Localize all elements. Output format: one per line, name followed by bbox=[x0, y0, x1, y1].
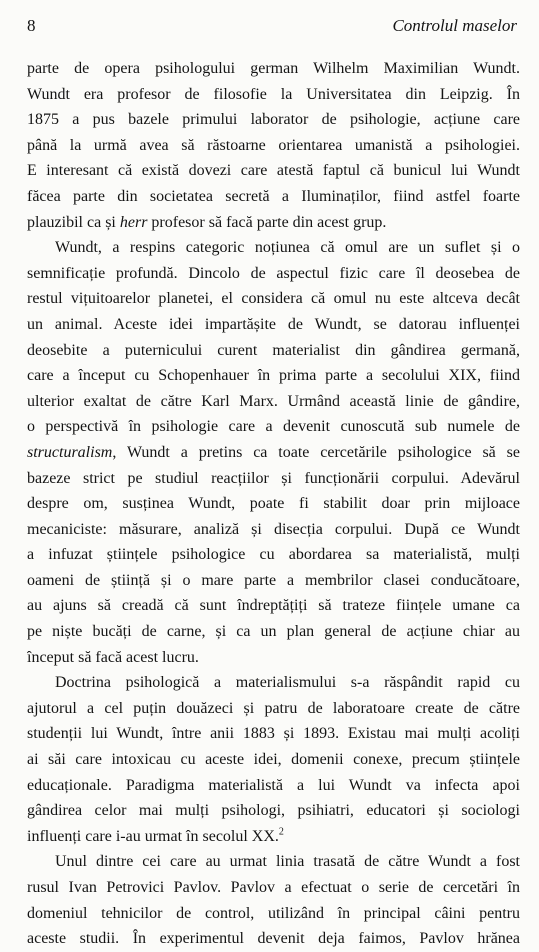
text-fragment: despre om, susținea Wundt, poate fi stabilit doar prin mijloace bbox=[27, 495, 520, 513]
text-line bbox=[27, 875, 520, 901]
text-line bbox=[27, 82, 520, 108]
paragraph bbox=[27, 235, 520, 670]
text-line bbox=[27, 363, 520, 389]
text-fragment: au ajuns să creadă că sunt îndreptățiți să trateze ființele umane ca bbox=[27, 597, 520, 615]
text-fragment: un animal. Aceste idei impartășite de Wundt, se datorau influenței bbox=[27, 315, 520, 333]
text-line bbox=[27, 824, 520, 850]
text-line bbox=[27, 210, 520, 236]
text-fragment: care a început cu Schopenhauer în prima parte a secolului XIX, fiind bbox=[27, 367, 520, 385]
text-line bbox=[27, 56, 520, 82]
italic-term: herr bbox=[119, 213, 148, 231]
text-fragment: studenții lui Wundt, între anii 1883 și 1893. Existau mai mulți acoliți bbox=[27, 725, 520, 743]
text-fragment: Wundt era profesor de filosofie la Universitatea din Leipzig. În bbox=[27, 85, 520, 103]
text-line bbox=[27, 389, 520, 415]
text-fragment: Unul dintre cei care au urmat linia trasată de către Wundt a fost bbox=[55, 853, 520, 871]
text-fragment: profesor să facă parte din acest grup. bbox=[147, 213, 387, 231]
text-line bbox=[27, 286, 520, 312]
text-line bbox=[27, 158, 520, 184]
text-line bbox=[27, 235, 520, 261]
text-line bbox=[27, 696, 520, 722]
text-line bbox=[27, 414, 520, 440]
italic-term: structuralism bbox=[27, 443, 113, 461]
text-fragment: parte de opera psihologului german Wilhelm Maximilian Wundt. bbox=[27, 60, 520, 77]
text-line bbox=[27, 773, 520, 799]
text-line bbox=[27, 747, 520, 773]
text-fragment: restul vițuitoarelor planetei, el considera că omul nu este altceva decât bbox=[27, 290, 520, 308]
text-line bbox=[27, 107, 520, 133]
text-fragment: început să facă acest lucru. bbox=[27, 648, 199, 666]
text-line bbox=[27, 645, 520, 671]
text-line bbox=[27, 926, 520, 952]
text-fragment: deosebite a puternicului curent materialist din gândirea germană, bbox=[27, 341, 520, 359]
text-line bbox=[27, 568, 520, 594]
text-line bbox=[27, 440, 520, 466]
text-line bbox=[27, 619, 520, 645]
text-line bbox=[27, 338, 520, 364]
text-line bbox=[27, 542, 520, 568]
text-fragment: E interesant că există dovezi care atestă faptul că bunicul lui Wundt bbox=[27, 162, 520, 180]
text-fragment: pe niște bucăți de carne, și ca un plan general de acțiune chiar au bbox=[27, 623, 520, 641]
text-line bbox=[27, 491, 520, 517]
text-fragment: rusul Ivan Petrovici Pavlov. Pavlov a efectuat o serie de cercetări în bbox=[27, 879, 520, 896]
paragraph bbox=[27, 670, 520, 849]
text-line bbox=[27, 798, 520, 824]
text-fragment: educaționale. Paradigma materialistă a lui Wundt va infecta apoi bbox=[27, 776, 520, 794]
text-fragment: aceste studii. În experimentul devenit deja faimos, Pavlov hrănea bbox=[27, 930, 520, 948]
text-fragment: domeniul tehnicilor de control, utilizând în principal câini pentru bbox=[27, 904, 520, 922]
text-fragment: gândirea celor mai mulți psihologi, psihiatri, educatori și sociologi bbox=[27, 802, 520, 820]
text-fragment: ulterior exaltat de către Karl Marx. Urmând această linie de gândire, bbox=[27, 392, 520, 410]
text-fragment: oameni de știință și o mare parte a membrilor clasei conducătoare, bbox=[27, 571, 520, 589]
footnote-ref: 2 bbox=[278, 826, 284, 838]
text-fragment: făcea parte din societatea secretă a Iluminaților, fiind astfel foarte bbox=[27, 187, 520, 205]
text-fragment: ai săi care intoxicau cu aceste idei, domenii conexe, precum științele bbox=[27, 751, 520, 769]
text-fragment: până la urmă avea să răstoarne orientarea umanistă a psihologiei. bbox=[27, 136, 520, 154]
text-line bbox=[27, 133, 520, 159]
text-line bbox=[27, 517, 520, 543]
text-fragment: mecaniciste: măsurare, analiză și disecția corpului. După ce Wundt bbox=[27, 520, 520, 538]
text-fragment: , Wundt a pretins ca toate cercetările psihologice să se bbox=[112, 443, 520, 461]
text-fragment: semnificație profundă. Dincolo de aspectul fizic care îl deosebea de bbox=[27, 264, 520, 282]
text-line bbox=[27, 593, 520, 619]
page-number: 8 bbox=[27, 16, 36, 35]
text-line bbox=[27, 849, 520, 875]
text-line bbox=[27, 184, 520, 210]
text-fragment: o perspectivă în psihologie care a devenit cunoscută sub numele de bbox=[27, 418, 520, 436]
text-line bbox=[27, 721, 520, 747]
text-line bbox=[27, 466, 520, 492]
page-header bbox=[27, 14, 517, 42]
body-text bbox=[27, 56, 520, 952]
text-line bbox=[27, 312, 520, 338]
text-fragment: influenți care i-au urmat în secolul XX. bbox=[27, 827, 279, 845]
paragraph bbox=[27, 56, 520, 235]
running-title: Controlul maselor bbox=[392, 16, 517, 35]
text-fragment: 1875 a pus bazele primului laborator de psihologie, acțiune care bbox=[27, 111, 520, 129]
text-fragment: a infuzat științele psihologice cu abordarea sa materialistă, mulți bbox=[27, 546, 520, 564]
text-line bbox=[27, 261, 520, 287]
paragraph bbox=[27, 849, 520, 951]
text-line bbox=[27, 901, 520, 927]
text-fragment: Wundt, a respins categoric noțiunea că omul are un suflet și o bbox=[55, 239, 520, 257]
text-fragment: Doctrina psihologică a materialismului s-a răspândit rapid cu bbox=[55, 674, 520, 692]
text-fragment: plauzibil ca și bbox=[27, 213, 120, 231]
text-fragment: ajutorul a cel puțin douăzeci și patru de laboratoare create de către bbox=[27, 699, 520, 717]
text-line bbox=[27, 670, 520, 696]
text-fragment: bazeze strict pe studiul reacțiilor și funcționării corpului. Adevărul bbox=[27, 469, 520, 487]
